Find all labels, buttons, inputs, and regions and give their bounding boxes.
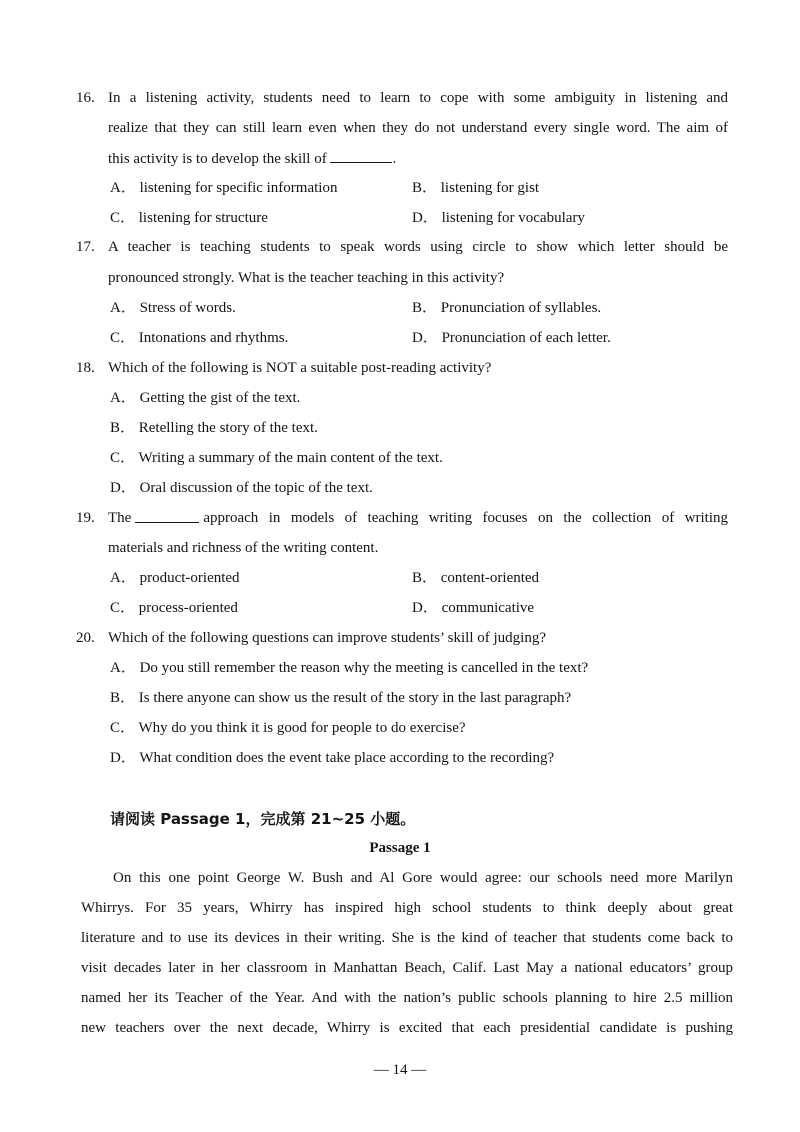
question-number: 19. [76, 510, 95, 526]
option-a: A． Getting the gist of the text. [110, 390, 301, 406]
option-d: D． listening for vocabulary [412, 210, 585, 226]
question-number: 17. [76, 239, 95, 255]
question-stem-line: A teacher is teaching students to speak words using circle to show which letter should be [108, 239, 728, 255]
option-a: A． Do you still remember the reason why the meeting is cancelled in the text? [110, 660, 589, 676]
option-c: C． Writing a summary of the main content of the text. [110, 450, 443, 466]
option-c: C． Why do you think it is good for people to do exercise? [110, 720, 466, 736]
option-d: D． Oral discussion of the topic of the text. [110, 480, 373, 496]
option-b: B． Pronunciation of syllables. [412, 300, 602, 316]
answer-blank [330, 148, 392, 163]
stem-text: The [108, 510, 132, 526]
page-number: — 14 — [373, 1062, 427, 1078]
passage-line: On this one point George W. Bush and Al Gore would agree: our schools need more Marilyn [113, 870, 733, 886]
passage-line: Whirrys. For 35 years, Whirry has inspired high school students to think deeply about great [81, 900, 733, 916]
question-stem-line [108, 508, 728, 528]
option-b: B． listening for gist [412, 180, 540, 196]
option-d: D． What condition does the event take place according to the recording? [110, 750, 555, 766]
passage-line: literature and to use its devices in their writing. She is the kind of teacher that students come back to [81, 930, 733, 946]
option-b: B． content-oriented [412, 570, 540, 586]
stem-text: this activity is to develop the skill of [108, 151, 327, 167]
question-stem-line: materials and richness of the writing content. [108, 540, 379, 556]
question-stem-line: realize that they can still learn even when they do not understand every single word. The aim of [108, 120, 728, 136]
passage-line: visit decades later in her classroom in Manhattan Beach, Calif. Last May a national educators’ group [81, 960, 733, 976]
question-stem-line [108, 148, 396, 169]
question-stem-line: Which of the following questions can improve students’ skill of judging? [108, 630, 546, 646]
question-number: 18. [76, 360, 95, 376]
option-d: D． communicative [412, 600, 535, 616]
question-stem-line: In a listening activity, students need to learn to cope with some ambiguity in listening and [108, 90, 728, 106]
option-a: A． Stress of words. [110, 300, 236, 316]
option-a: A． listening for specific information [110, 180, 338, 196]
option-d: D． Pronunciation of each letter. [412, 330, 611, 346]
option-a: A． product-oriented [110, 570, 240, 586]
question-stem-line: Which of the following is NOT a suitable post-reading activity? [108, 360, 492, 376]
option-c: C． process-oriented [110, 600, 238, 616]
passage-line: new teachers over the next decade, Whirry is excited that each presidential candidate is pushing [81, 1020, 733, 1036]
option-c: C． listening for structure [110, 210, 268, 226]
question-number: 20. [76, 630, 95, 646]
answer-blank [135, 508, 199, 523]
stem-end: . [392, 151, 397, 167]
option-b: B． Is there anyone can show us the result of the story in the last paragraph? [110, 690, 572, 706]
option-c: C． Intonations and rhythms. [110, 330, 289, 346]
option-b: B． Retelling the story of the text. [110, 420, 318, 436]
question-stem-line: pronounced strongly. What is the teacher teaching in this activity? [108, 270, 505, 286]
passage-line: named her its Teacher of the Year. And with the nation’s public schools planning to hire 2.5 million [81, 990, 733, 1006]
section-instruction: 请阅读 Passage 1，完成第 21~25 小题。 [110, 810, 416, 828]
stem-text: approach in models of teaching writing focuses on the collection of writing [203, 510, 728, 526]
passage-title: Passage 1 [369, 840, 431, 856]
question-number: 16. [76, 90, 95, 106]
